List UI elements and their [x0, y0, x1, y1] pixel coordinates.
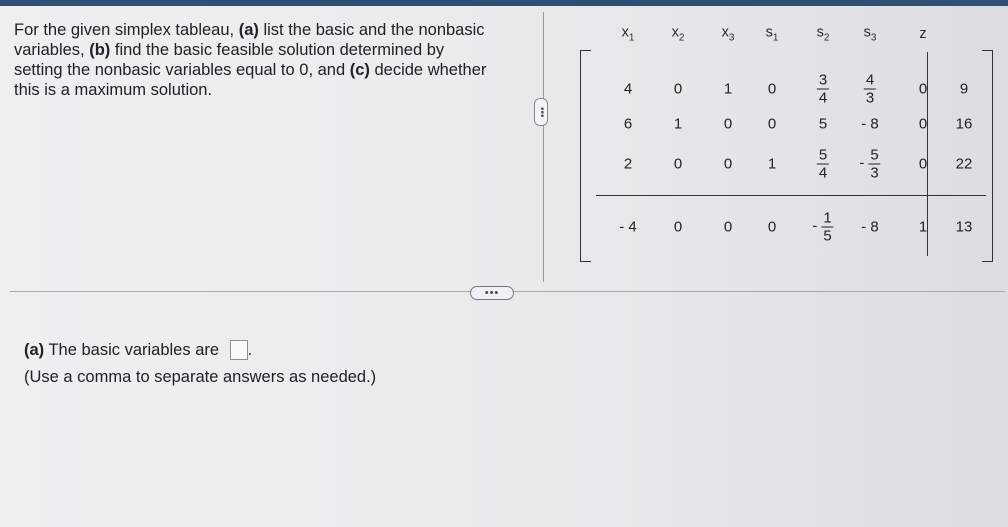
tableau-cell-r2-c4: 0 — [767, 115, 777, 133]
tableau-cell-r4-c7: 1 — [918, 218, 928, 236]
basic-variables-input[interactable] — [230, 340, 248, 360]
numerator: 3 — [818, 71, 828, 89]
tableau-cell-r1-c8: 9 — [959, 80, 969, 98]
column-header-variable: s — [816, 24, 824, 41]
more-button[interactable]: ••• — [470, 286, 514, 300]
tableau-cell-r1-c7: 0 — [918, 80, 928, 98]
tableau-cell-r3-c8: 22 — [955, 155, 973, 173]
fraction — [821, 210, 833, 245]
column-header-subscript: 2 — [823, 32, 830, 44]
tableau-cell-r4-c2: 0 — [673, 218, 683, 236]
question-part-1: For the given simplex tableau, — [14, 21, 239, 39]
column-header-subscript: 3 — [870, 32, 877, 44]
column-header-subscript: 1 — [628, 32, 635, 44]
column-header-x1 — [622, 25, 635, 44]
numerator: 4 — [865, 71, 875, 89]
denominator: 5 — [823, 227, 832, 245]
tableau-cell-r2-c8: 16 — [955, 115, 973, 133]
tableau-cell-r4-c3: 0 — [723, 218, 733, 236]
question-part-2: list the basic and the nonbasic variables, — [14, 21, 485, 59]
tableau-cell-r2-c3: 0 — [723, 115, 733, 133]
tableau-cell-r1-c4: 0 — [767, 80, 777, 98]
answer-tag: (a) — [24, 341, 45, 359]
question-part-3: find the basic feasible solution determined by setting the nonbasic variables equal to 0, and — [14, 41, 445, 79]
numerator: 5 — [870, 146, 879, 164]
tableau-cell-r1-c3: 1 — [723, 80, 733, 98]
denominator: 3 — [870, 164, 879, 182]
tableau-cell-r3-c7: 0 — [918, 155, 928, 173]
column-header-subscript: 2 — [678, 32, 685, 44]
tableau-cell-r4-c4: 0 — [767, 218, 777, 236]
column-header-s2 — [817, 25, 830, 44]
column-header-variable: s — [765, 24, 773, 41]
minus-sign: - — [859, 154, 865, 172]
tableau-cell-r2-c1: 6 — [623, 115, 633, 133]
tableau-cell-r4-c1: - 4 — [619, 218, 637, 236]
column-header-variable: z — [919, 26, 927, 42]
tableau-cell-r4-c6: - 8 — [861, 218, 879, 236]
column-header-variable: s — [863, 24, 871, 41]
column-header-x3 — [722, 25, 735, 44]
answer-part-a — [24, 340, 252, 360]
column-header-s1 — [766, 25, 779, 44]
denominator: 4 — [818, 89, 828, 107]
answer-hint: (Use a comma to separate answers as needed.) — [24, 368, 377, 386]
column-header-subscript: 1 — [772, 32, 779, 44]
fraction — [868, 147, 880, 182]
matrix-left-bracket — [580, 50, 591, 262]
question-text — [14, 20, 494, 100]
tableau-cell-r1-c6 — [864, 72, 876, 107]
simplex-tableau — [560, 12, 1000, 262]
fraction — [817, 72, 829, 107]
minus-sign: - — [812, 217, 818, 235]
tableau-cell-r4-c8: 13 — [955, 218, 973, 236]
tableau-cell-r4-c5 — [812, 210, 833, 245]
tableau-cell-r2-c2: 1 — [673, 115, 683, 133]
fraction — [864, 72, 876, 107]
tableau-cell-r3-c6 — [859, 147, 880, 182]
tableau-cell-r3-c4: 1 — [767, 155, 777, 173]
panel-divider — [543, 12, 544, 282]
tableau-cell-r1-c5 — [817, 72, 829, 107]
question-part-4: decide whether this is a maximum solution. — [14, 61, 487, 99]
part-a-tag: (a) — [238, 21, 259, 39]
column-header-subscript: 3 — [728, 32, 735, 44]
column-header-variable: x — [621, 24, 629, 41]
column-header-x2 — [672, 25, 685, 44]
tableau-cell-r2-c6: - 8 — [861, 115, 879, 133]
column-header-variable: x — [671, 24, 679, 41]
matrix-right-bracket — [982, 50, 993, 262]
tableau-cell-r2-c7: 0 — [918, 115, 928, 133]
answer-period: . — [247, 341, 253, 359]
top-bar — [0, 0, 1008, 6]
part-c-tag: (c) — [349, 61, 370, 79]
panel-resize-handle[interactable]: ••• — [534, 98, 548, 126]
tableau-cell-r1-c2: 0 — [673, 80, 683, 98]
tableau-cell-r3-c2: 0 — [673, 155, 683, 173]
tableau-cell-r3-c5 — [817, 147, 829, 182]
answer-prompt: The basic variables are — [44, 341, 224, 359]
column-header-variable: x — [721, 24, 729, 41]
denominator: 3 — [865, 89, 875, 107]
tableau-cell-r3-c1: 2 — [623, 155, 633, 173]
rhs-column-divider — [927, 52, 928, 256]
denominator: 4 — [818, 164, 828, 182]
numerator: 1 — [823, 209, 832, 227]
fraction — [817, 147, 829, 182]
tableau-cell-r2-c5: 5 — [818, 115, 828, 133]
tableau-cell-r3-c3: 0 — [723, 155, 733, 173]
column-header-z — [919, 26, 926, 42]
column-header-s3 — [864, 25, 877, 44]
tableau-cell-r1-c1: 4 — [623, 80, 633, 98]
numerator: 5 — [818, 146, 828, 164]
part-b-tag: (b) — [89, 41, 111, 59]
